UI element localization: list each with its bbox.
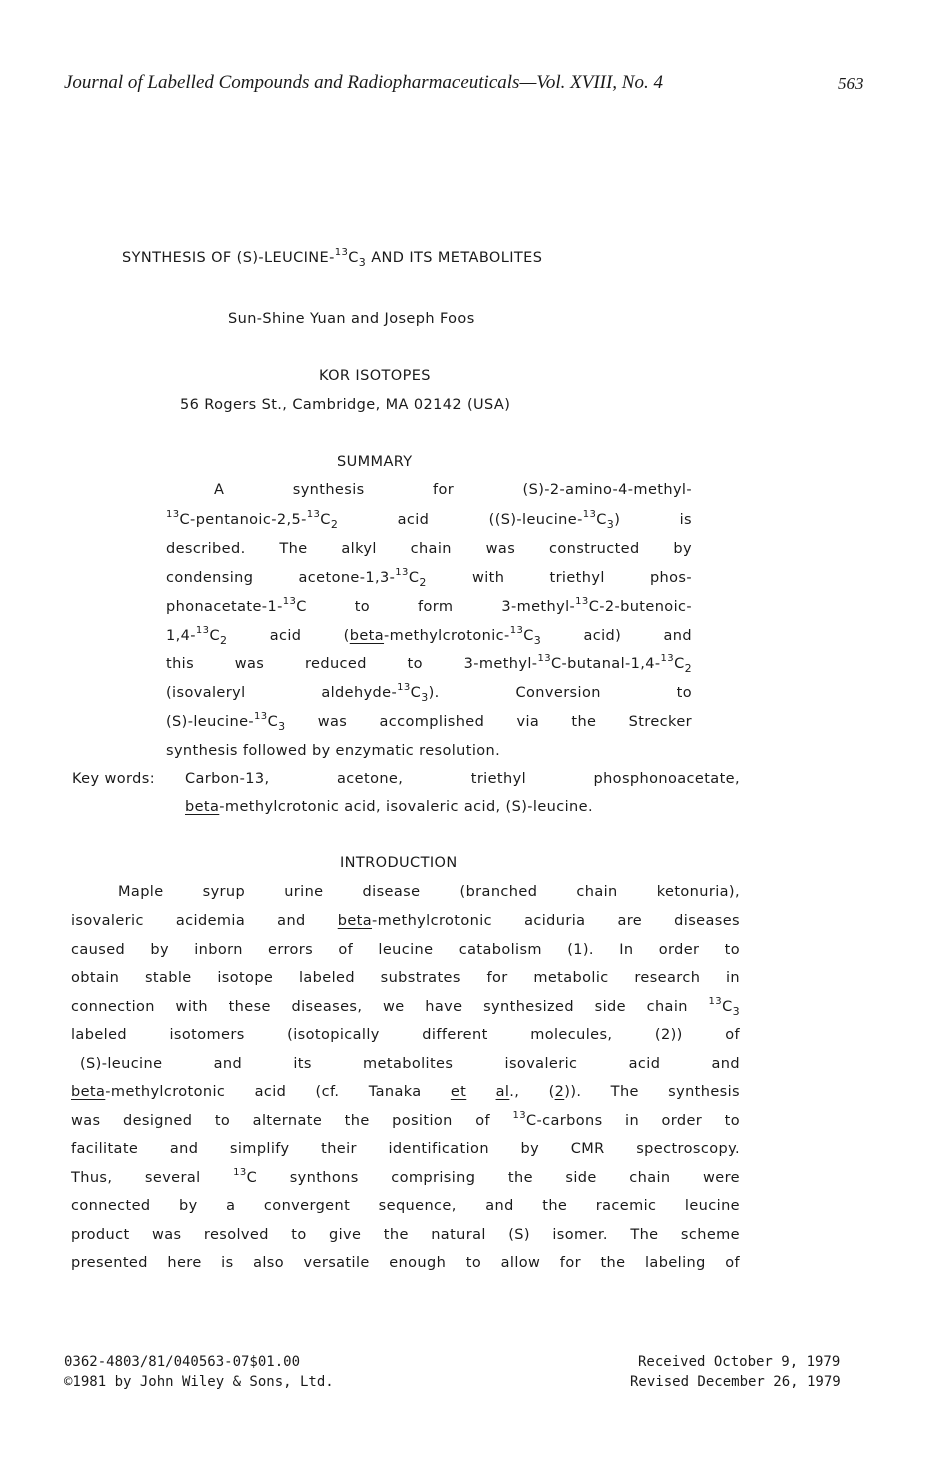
intro-line: caused by inborn errors of leucine catabolism (1). In order to bbox=[71, 942, 740, 958]
page-number: 563 bbox=[838, 74, 864, 93]
intro-line: product was resolved to give the natural (S) isomer. The scheme bbox=[71, 1227, 740, 1243]
summary-body bbox=[166, 476, 692, 766]
intro-line: Thus, several $^{13}$C synthons comprising the side chain were bbox=[71, 1167, 740, 1186]
authors: Sun-Shine Yuan and Joseph Foos bbox=[228, 311, 475, 327]
address: 56 Rogers St., Cambridge, MA 02142 (USA) bbox=[180, 397, 511, 413]
introduction-heading: INTRODUCTION bbox=[340, 855, 458, 871]
intro-line: beta-methylcrotonic acid (cf. Tanaka et al., (2)). The synthesis bbox=[71, 1084, 740, 1100]
introduction-body bbox=[71, 878, 740, 1278]
summary-heading: SUMMARY bbox=[337, 454, 413, 470]
summary-line: $^{13}C-pentanoic-2,5-^{13}C_2$ acid $((S)-leucine-^{13}C_3)$ is bbox=[166, 509, 692, 531]
summary-line: (isovaleryl aldehyde-$^{13}C_3$). Conversion to bbox=[166, 682, 693, 704]
summary-line: synthesis followed by enzymatic resolution. bbox=[166, 743, 501, 759]
intro-line: isovaleric acidemia and beta-methylcrotonic aciduria are diseases bbox=[71, 913, 740, 929]
summary-line: phonacetate-1-$^{13}$C to form 3-methyl-$^{13}$C-2-butenoic- bbox=[166, 596, 692, 615]
intro-line: connected by a convergent sequence, and the racemic leucine bbox=[71, 1198, 740, 1214]
revised-date: Revised December 26, 1979 bbox=[630, 1374, 841, 1390]
intro-line: was designed to alternate the position of $^{13}$C-carbons in order to bbox=[71, 1110, 740, 1129]
journal-header: Journal of Labelled Compounds and Radiopharmaceuticals—Vol. XVIII, No. 4 bbox=[64, 72, 663, 93]
summary-line: described. The alkyl chain was constructed by bbox=[166, 541, 692, 557]
summary-line: $1,4-^{13}C_2$ acid ($beta-methylcrotonic-^{13}C_3$ acid) and bbox=[166, 625, 692, 647]
keywords bbox=[72, 765, 740, 825]
copyright: ©1981 by John Wiley & Sons, Ltd. bbox=[64, 1374, 334, 1390]
summary-line: A synthesis for (S)-2-amino-4-methyl- bbox=[214, 482, 692, 498]
intro-line: connection with these diseases, we have synthesized side chain $^{13}C_3$ bbox=[71, 996, 740, 1018]
article-title: SYNTHESIS OF $(S)-LEUCINE-^{13}C_3$ AND ITS METABOLITES bbox=[122, 247, 543, 269]
keywords-line: Carbon-13, acetone, triethyl phosphonoacetate, bbox=[185, 771, 740, 787]
summary-line: this was reduced to $3-methyl-^{13}C-butanal-1,4-^{13}C_2$ bbox=[166, 653, 692, 675]
summary-line: $(S)-leucine-^{13}C_3$ was accomplished via the Strecker bbox=[166, 711, 692, 733]
keywords-label: Key words: bbox=[72, 771, 155, 787]
publisher-code: 0362-4803/81/040563-07$01.00 bbox=[64, 1354, 301, 1370]
intro-line: obtain stable isotope labeled substrates for metabolic research in bbox=[71, 970, 740, 986]
intro-line: facilitate and simplify their identification by CMR spectroscopy. bbox=[71, 1141, 740, 1157]
intro-line: labeled isotomers (isotopically different molecules, (2)) of bbox=[71, 1027, 740, 1043]
intro-line: presented here is also versatile enough to allow for the labeling of bbox=[71, 1255, 740, 1271]
intro-line: (S)-leucine and its metabolites isovaleric acid and bbox=[80, 1056, 740, 1072]
affiliation: KOR ISOTOPES bbox=[319, 368, 431, 384]
received-date: Received October 9, 1979 bbox=[638, 1354, 841, 1370]
intro-line: Maple syrup urine disease (branched chain ketonuria), bbox=[118, 884, 740, 900]
summary-line: condensing acetone-$1,3-^{13}C_2$ with triethyl phos- bbox=[166, 567, 692, 589]
keywords-line: beta-methylcrotonic acid, isovaleric acid, (S)-leucine. bbox=[185, 799, 593, 815]
